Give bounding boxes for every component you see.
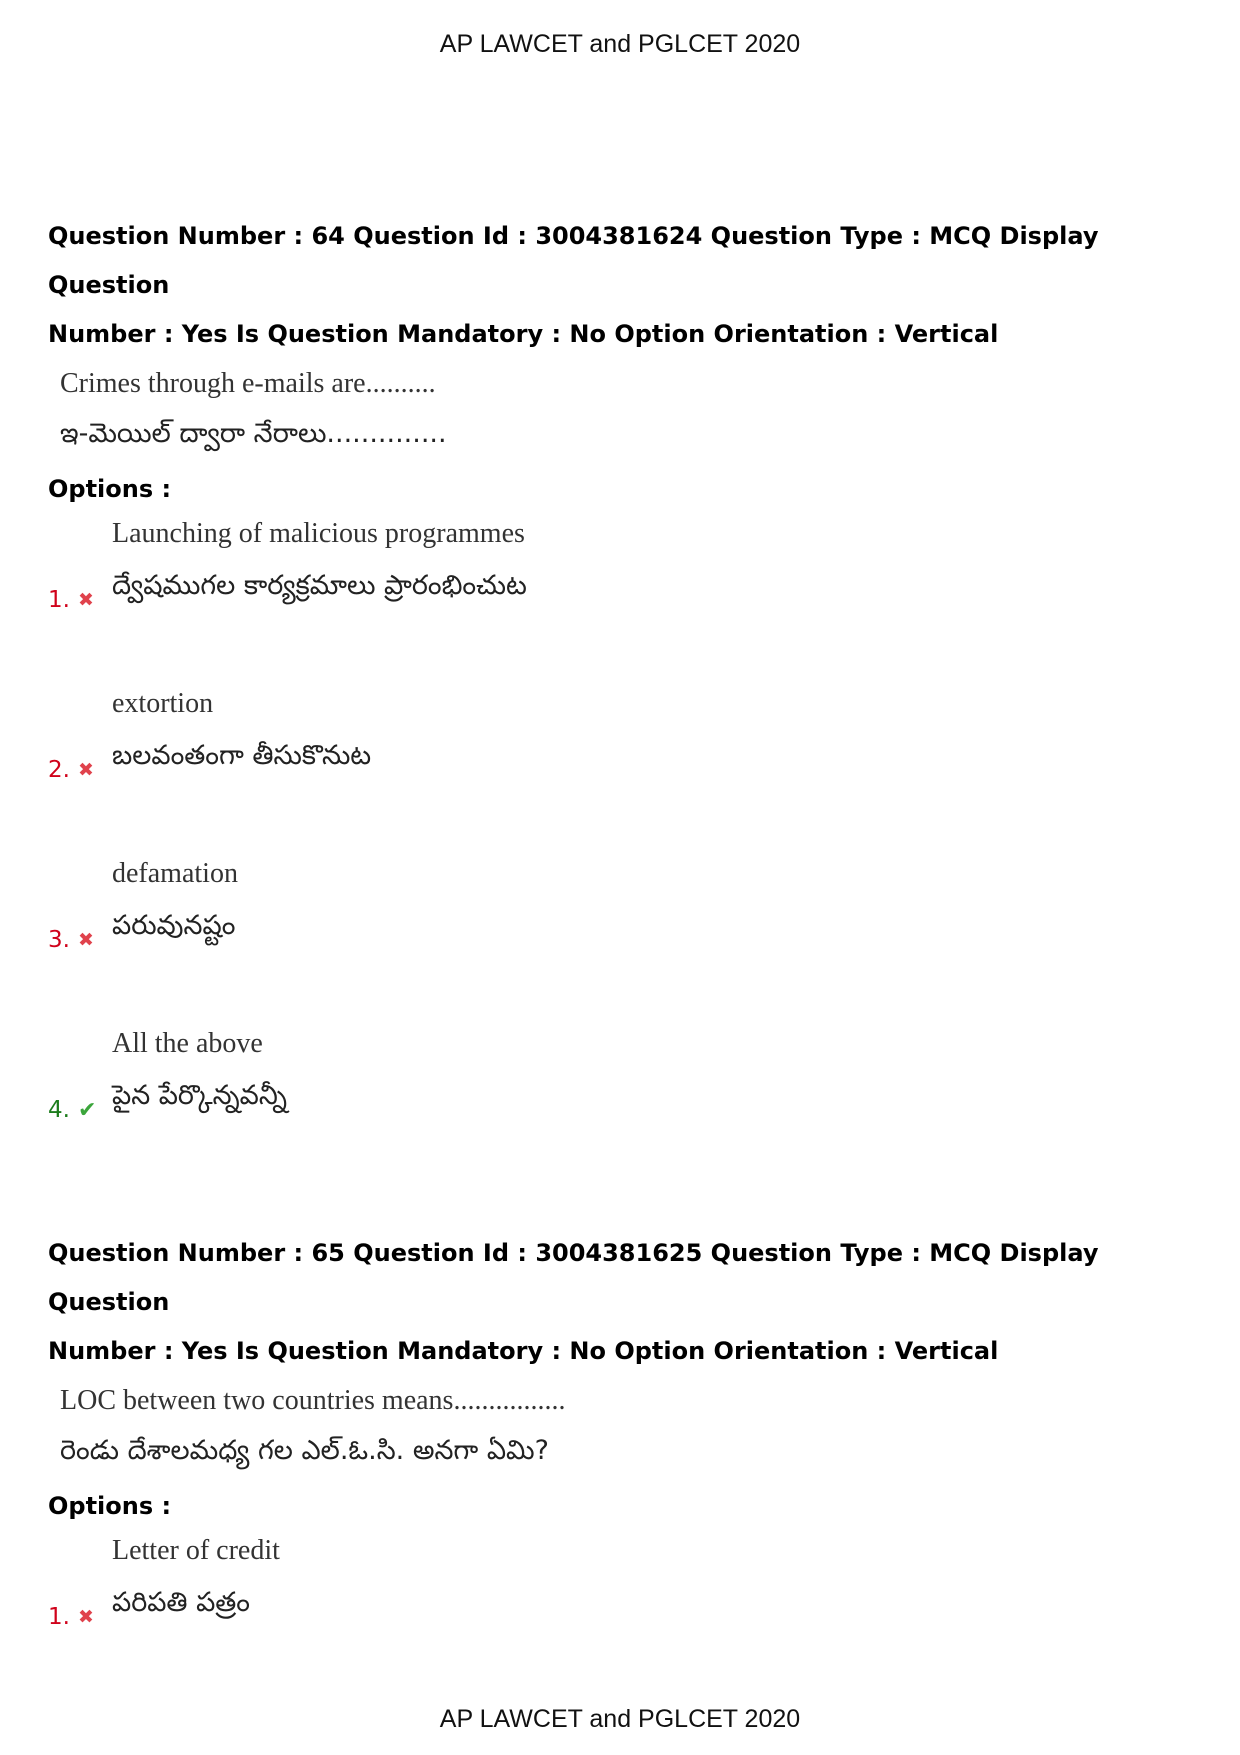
- options-label: Options :: [48, 475, 172, 503]
- option-english: Letter of credit: [112, 1535, 280, 1566]
- option-marker: [48, 1097, 96, 1123]
- option-text: [112, 679, 371, 783]
- question-64: [48, 212, 1198, 1189]
- question-meta-line-2: Number : Yes Is Question Mandatory : No Option Orientation : Vertical: [48, 1337, 999, 1365]
- option-1: [48, 1526, 1198, 1696]
- option-number: 2.: [48, 757, 70, 783]
- page-header: AP LAWCET and PGLCET 2020: [439, 30, 801, 58]
- page-footer: AP LAWCET and PGLCET 2020: [439, 1705, 801, 1733]
- option-text: [112, 849, 238, 953]
- question-stem-telugu: రెండు దేశాలమధ్య గల ఎల్.ఓ.సి. అనగా ఏమి?: [60, 1435, 549, 1466]
- option-english: All the above: [112, 1028, 263, 1059]
- option-marker: [48, 1604, 94, 1630]
- question-stem-english: LOC between two countries means................: [60, 1385, 566, 1416]
- option-telugu: పైన పేర్కొన్నవన్నీ: [112, 1080, 287, 1111]
- question-stem-telugu: ఇ-మెయిల్ ద్వారా నేరాలు..............: [60, 418, 447, 449]
- option-2: [48, 679, 1198, 849]
- option-1: [48, 509, 1198, 679]
- option-4: [48, 1019, 1198, 1189]
- wrong-cross-icon: ✖: [77, 1606, 94, 1628]
- option-telugu: పరువునష్టం: [112, 910, 236, 941]
- option-marker: [48, 757, 94, 783]
- option-3: [48, 849, 1198, 1019]
- option-marker: [48, 927, 94, 953]
- option-english: extortion: [112, 688, 214, 719]
- wrong-cross-icon: ✖: [77, 759, 94, 781]
- option-text: [112, 1526, 280, 1630]
- question-stem: [60, 1380, 1198, 1480]
- option-text: [112, 1019, 287, 1123]
- option-number: 1.: [48, 1604, 70, 1630]
- option-english: Launching of malicious programmes: [112, 518, 525, 549]
- wrong-cross-icon: ✖: [77, 589, 94, 611]
- option-number: 4.: [48, 1097, 70, 1123]
- wrong-cross-icon: ✖: [77, 929, 94, 951]
- option-number: 1.: [48, 587, 70, 613]
- option-telugu: బలవంతంగా తీసుకొనుట: [112, 740, 372, 771]
- option-text: [112, 509, 527, 613]
- question-meta-line-1: Question Number : 65 Question Id : 3004381625 Question Type : MCQ Display Question: [48, 1239, 1099, 1316]
- question-65: [48, 1229, 1198, 1696]
- option-telugu: పరిపతి పత్రం: [112, 1587, 250, 1618]
- option-english: defamation: [112, 858, 238, 889]
- correct-check-icon: ✔: [77, 1097, 97, 1123]
- question-meta-line-1: Question Number : 64 Question Id : 3004381624 Question Type : MCQ Display Question: [48, 222, 1099, 299]
- option-telugu: ద్వేషముగల కార్యక్రమాలు ప్రారంభించుట: [112, 570, 527, 601]
- option-marker: [48, 587, 94, 613]
- question-stem: [60, 363, 1198, 463]
- question-stem-english: Crimes through e-mails are..........: [60, 368, 436, 399]
- options-label: Options :: [48, 1492, 172, 1520]
- option-number: 3.: [48, 927, 70, 953]
- question-meta-line-2: Number : Yes Is Question Mandatory : No Option Orientation : Vertical: [48, 320, 999, 348]
